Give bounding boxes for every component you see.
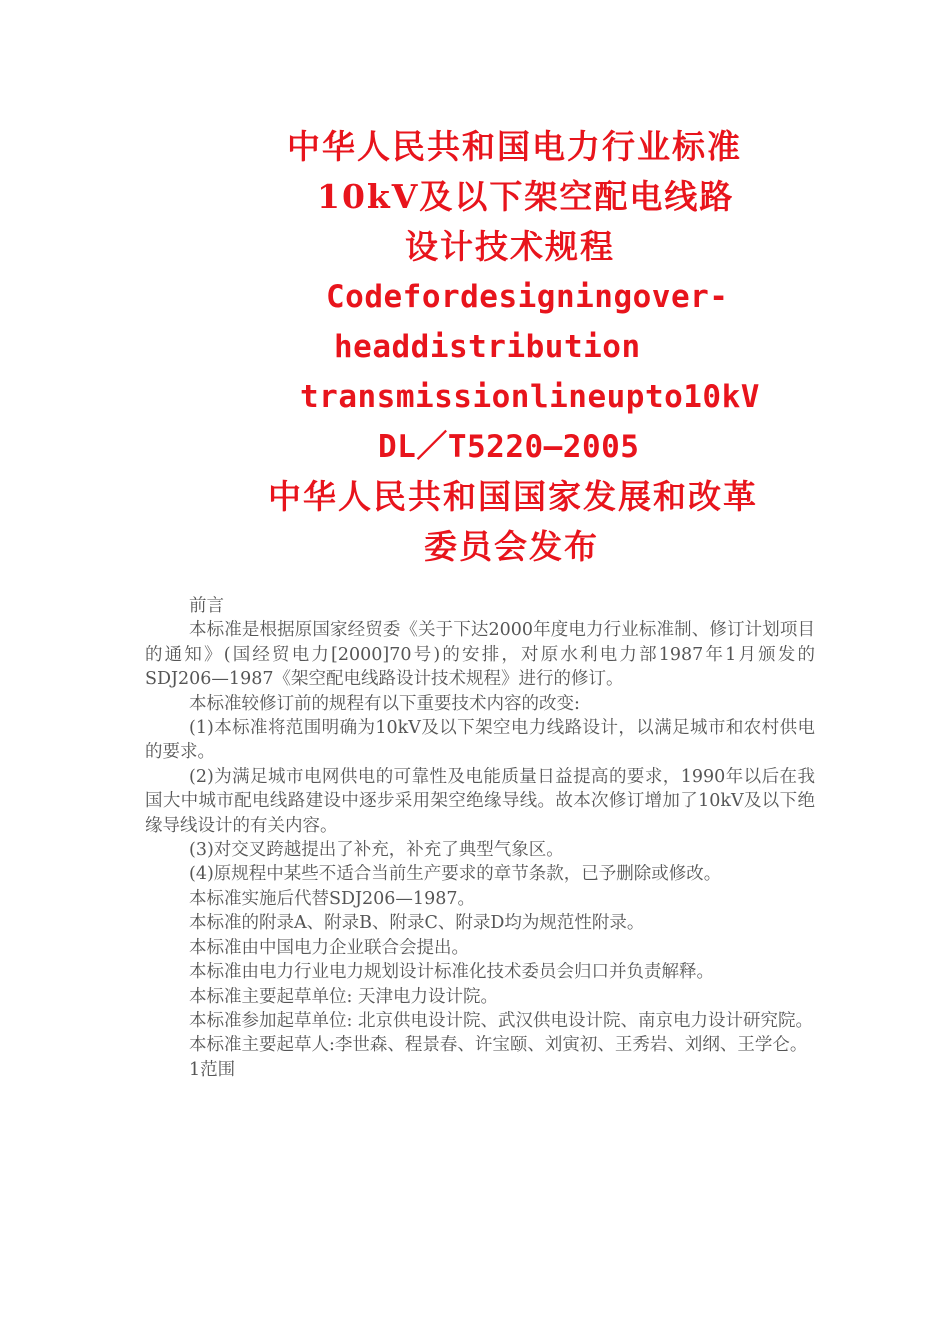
body-list-item: (4)原规程中某些不适合当前生产要求的章节条款，已予删除或修改。 [189,864,722,885]
body-paragraph: 本标准由电力行业电力规划设计标准化技术委员会归口并负责解释。 [189,962,714,983]
title-line-7: DL／T5220—2005 [378,429,640,465]
section-heading-scope: 1范围 [189,1059,236,1080]
body-paragraph: 本标准较修订前的规程有以下重要技术内容的改变: [189,693,580,714]
body-paragraph: 本标准由中国电力企业联合会提出。 [189,937,469,958]
title-line-9: 委员会发布 [424,527,599,566]
body-paragraph: 本标准参加起草单位: 北京供电设计院、武汉供电设计院、南京电力设计研究院。 [189,1010,813,1031]
body-list-item: (3)对交叉跨越提出了补充，补充了典型气象区。 [189,840,564,861]
body-list-item: (2)为满足城市电网供电的可靠性及电能质量日益提高的要求，1990年以后在我国大中城市配电线路建设中逐步采用架空绝缘导线。故本次修订增加了10kV及以下绝缘导线设计的有关内容。 [145,766,815,836]
body-paragraph: 本标准主要起草单位: 天津电力设计院。 [189,986,498,1007]
title-line-8: 中华人民共和国国家发展和改革 [268,477,758,516]
title-line-5: headdistribution [334,329,641,365]
body-paragraph: 本标准实施后代替SDJ206—1987。 [189,888,475,909]
body-paragraph: 本标准的附录A、附录B、附录C、附录D均为规范性附录。 [189,913,645,934]
body-list-item: (1)本标准将范围明确为10kV及以下架空电力线路设计，以满足城市和农村供电的要求。 [145,718,815,763]
title-line-2: 10kV及以下架空配电线路 [317,177,735,216]
title-line-4: Codefordesigningover- [326,279,729,315]
document-body [145,594,815,1082]
title-line-6: transmissionlineupto10kV [300,379,760,415]
title-line-3: 设计技术规程 [405,227,615,266]
section-heading-foreword: 前言 [189,596,224,616]
title-line-1: 中华人民共和国电力行业标准 [287,127,742,166]
body-paragraph: 本标准是根据原国家经贸委《关于下达2000年度电力行业标准制、修订计划项目的通知》(国经贸电力[2000]70号)的安排，对原水利电力部1987年1月颁发的SDJ206—1987《架空配电线路设计技术规程》进行的修订。 [145,620,815,690]
body-paragraph: 本标准主要起草人:李世森、程景春、许宝颐、刘寅初、王秀岩、刘纲、王学仑。 [189,1035,808,1056]
